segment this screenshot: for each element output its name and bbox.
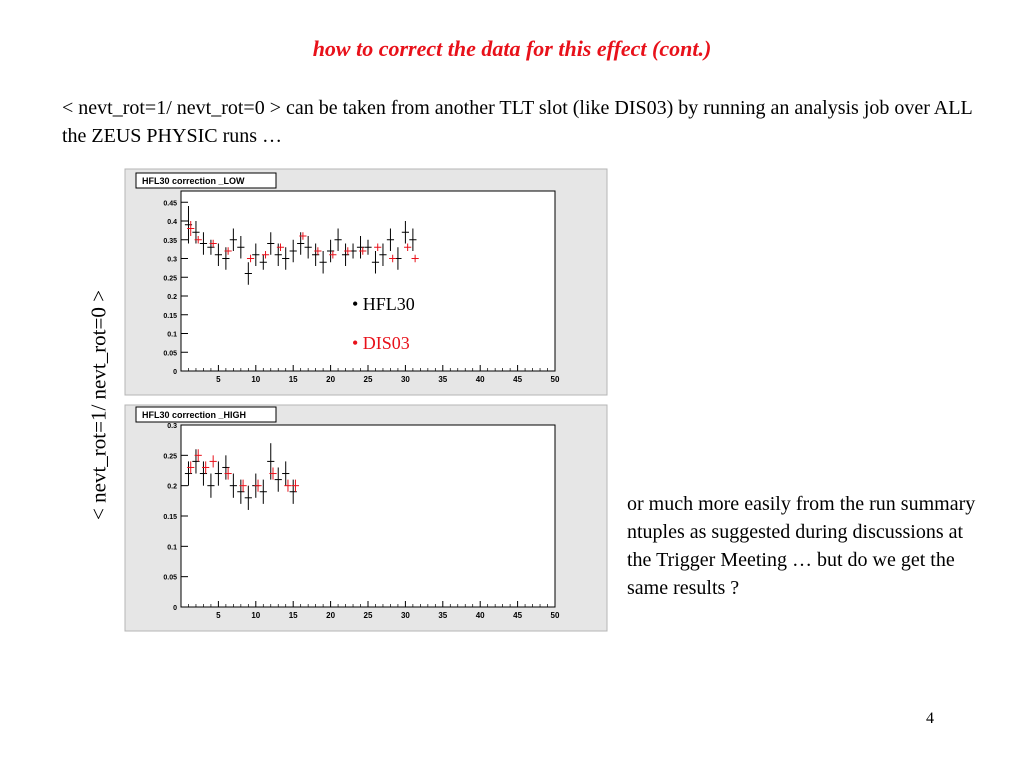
x-tick-label-low: 15 [288,375,298,384]
plot-area-low [163,191,560,384]
plot-frame-high [181,425,555,607]
x-tick-label-high: 25 [363,611,373,620]
y-tick-label-low: 0.35 [163,237,177,245]
y-tick-label-high: 0.1 [167,544,177,552]
x-tick-label-low: 20 [326,375,336,384]
y-tick-label-high: 0.2 [167,483,177,491]
intro-text: < nevt_rot=1/ nevt_rot=0 > can be taken from another TLT slot (like DIS03) by running an analysis job over ALL the ZEUS PHYSIC runs … [62,97,972,147]
y-tick-label-low: 0 [173,369,177,376]
x-tick-label-high: 45 [513,611,523,620]
y-tick-label-high: 0.25 [163,453,177,461]
x-tick-label-high: 15 [288,611,298,620]
y-tick-label-high: 0 [173,605,177,612]
x-tick-label-low: 30 [400,375,410,384]
panel-low [125,169,607,395]
legend-item-hfl30: • HFL30 [352,294,415,314]
x-tick-label-high: 40 [475,611,485,620]
y-tick-label-high: 0.15 [163,514,177,521]
x-tick-label-high: 10 [251,611,261,620]
side-note: or much more easily from the run summary ntuples as suggested during discussions at the Trigger Meeting … but do we get the same results ? [627,493,976,599]
page-number: 4 [926,710,934,727]
x-tick-label-high: 5 [216,611,221,620]
y-tick-label-low: 0.3 [167,256,177,264]
y-tick-label-high: 0.05 [163,574,177,582]
legend-item-dis03: • DIS03 [352,333,410,353]
y-axis-label-wrapper [84,245,114,565]
panel-high [125,405,607,631]
x-tick-label-low: 25 [363,375,373,384]
y-tick-label-low: 0.2 [167,294,177,301]
x-tick-label-low: 50 [550,375,560,384]
panel-high-title: HFL30 correction _HIGH [142,410,247,420]
x-tick-label-low: 45 [513,375,523,384]
y-tick-label-low: 0.25 [163,275,177,283]
x-tick-label-high: 20 [326,611,336,620]
y-tick-label-low: 0.1 [167,331,177,339]
x-tick-label-high: 35 [438,611,448,620]
plot-area-high [163,423,560,620]
x-tick-label-low: 40 [475,375,485,384]
y-tick-label-low: 0.15 [163,312,177,320]
x-tick-label-low: 35 [438,375,448,384]
y-axis-label: < nevt_rot=1/ nevt_rot=0 > [86,290,111,520]
x-tick-label-low: 5 [216,375,221,384]
y-tick-label-low: 0.05 [163,350,177,358]
y-tick-label-low: 0.45 [163,200,177,208]
x-tick-label-low: 10 [251,375,261,384]
y-tick-label-low: 0.4 [167,219,177,226]
x-tick-label-high: 30 [400,611,410,620]
histogram-panels [124,168,610,634]
slide-title: how to correct the data for this effect (cont.) [312,36,712,61]
panel-low-title: HFL30 correction _LOW [142,176,245,186]
x-tick-label-high: 50 [550,611,560,620]
y-tick-label-high: 0.3 [167,423,177,430]
